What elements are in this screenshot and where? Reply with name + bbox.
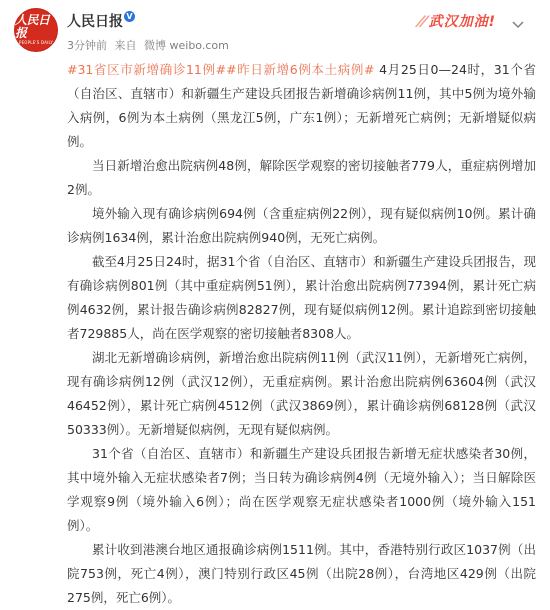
hashtag-link[interactable]: #昨日新增6例本土病例# (226, 62, 375, 77)
avatar-logo-sub: PEOPLE'S DAILY (18, 40, 54, 45)
card-banner (419, 10, 496, 32)
post-paragraph: 湖北无新增确诊病例，新增治愈出院病例11例（武汉11例），无新增死亡病例，现有确诊病例12例（武汉12例），无重症病例。累计治愈出院病例63604例（武汉46452例），累计死亡病例4512例（武汉3869例），累计确诊病例68128例（武汉50333例）。无新增疑似病例，无现有疑似病例。 (67, 350, 536, 437)
account-name[interactable]: 人民日报 (67, 14, 123, 30)
hashtag-link[interactable]: #31省区市新增确诊11例# (67, 62, 227, 77)
post-content (67, 58, 536, 610)
post-paragraph: 境外输入现有确诊病例694例（含重症病例22例），现有疑似病例10例。累计确诊病例1634例，累计治愈出院病例940例，无死亡病例。 (67, 206, 536, 245)
chevron-down-icon[interactable] (510, 17, 526, 33)
avatar-logo-text: 人民日报 (15, 13, 50, 40)
verified-badge-icon: V (124, 11, 135, 22)
post-time[interactable]: 3分钟前 (67, 39, 107, 52)
post-paragraph: 累计收到港澳台地区通报确诊病例1511例。其中，香港特别行政区1037例（出院753例，死亡4例），澳门特别行政区45例（出院28例），台湾地区429例（出院275例，死亡6例）。 (67, 542, 536, 605)
paragraph-text: 4月25日0—24时，31个省（自治区、直辖市）和新疆生产建设兵团报告新增确诊病例11例，其中5例为境外输入病例，6例为本土病例（黑龙江5例，广东1例）；无新增死亡病例；无新增疑似病例。 (67, 62, 536, 149)
banner-decoration-icon: ⁄⁄ (419, 11, 427, 31)
avatar[interactable] (14, 8, 58, 52)
post-paragraph (67, 58, 536, 154)
post-paragraph: 截至4月25日24时，据31个省（自治区、直辖市）和新疆生产建设兵团报告，现有确诊病例801例（其中重症病例51例），累计治愈出院病例77394例，累计死亡病例4632例，累计报告确诊病例82827例，现有疑似病例12例。累计追踪到密切接触者729885人，尚在医学观察的密切接触者8308人。 (67, 254, 536, 341)
post-paragraph: 31个省（自治区、直辖市）和新疆生产建设兵团报告新增无症状感染者30例，其中境外输入无症状感染者7例；当日转为确诊病例4例（无境外输入）；当日解除医学观察9例（境外输入6例）；尚在医学观察无症状感染者1000例（境外输入151例）。 (67, 446, 536, 533)
post-meta (67, 37, 233, 53)
source-link[interactable]: 微博 weibo.com (144, 39, 229, 52)
source-prefix: 来自 (114, 39, 137, 52)
post-header (0, 0, 550, 62)
post-paragraph: 当日新增治愈出院病例48例，解除医学观察的密切接触者779人，重症病例增加2例。 (67, 158, 536, 197)
banner-text: 武汉加油! (428, 14, 496, 30)
